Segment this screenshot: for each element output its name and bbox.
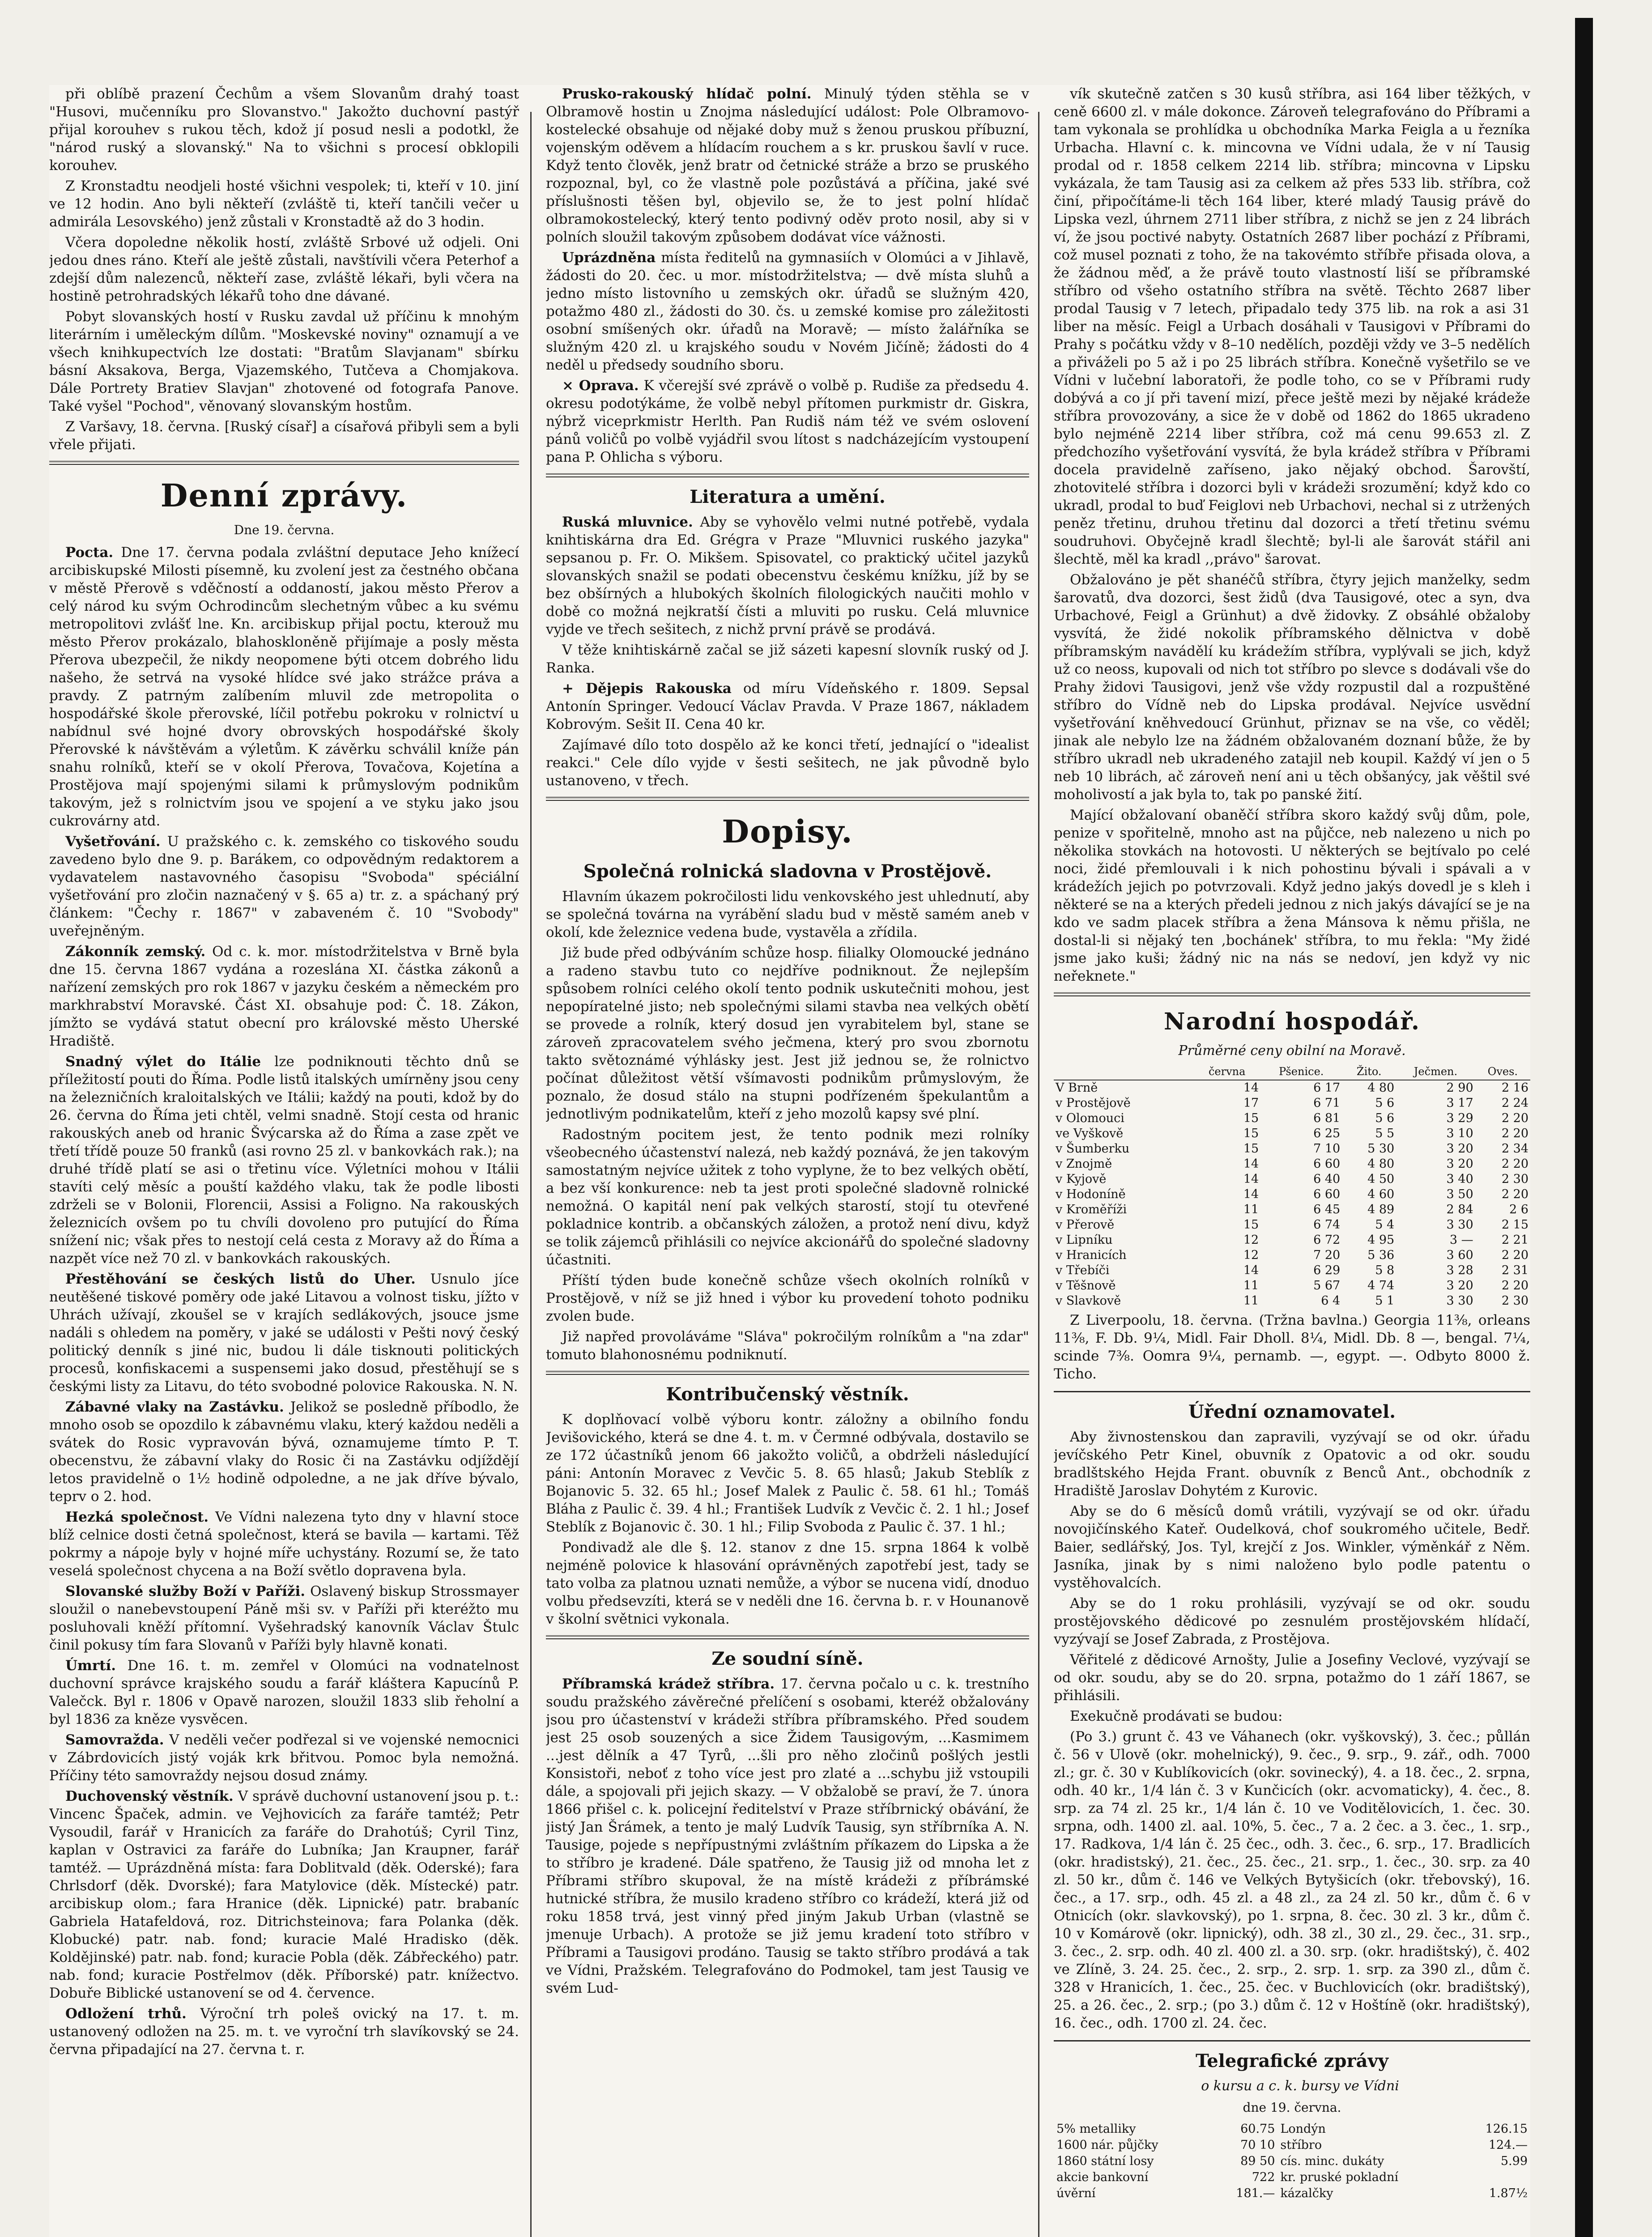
- article-headline: Příbramská krádež stříbra.: [562, 1676, 775, 1692]
- table-cell: 5 36: [1367, 1248, 1395, 1262]
- divider: [1054, 1391, 1530, 1392]
- table-row: [1054, 1293, 1530, 1309]
- article-text: Minulý týden stěhla se v Olbramově hostin u Znojma následující událost: Pole Olbramovo-kostelecké obsahuje od nějaké doby muž s ženou pruskou příbuzní, vojenským oděvem a hlídacím rouchem a s kr. pruskou šavlí v ruce. Když tento člověk, jenž bratr od četnické stráže a brzo se pruského rozpoznal, byl, co že vlastně pole pozůstává a příčina, jaké své příslušnosti těšen byl, objevilo se, že to jest polní hlídač olbramokostelecký, který tento podivný oděv proto nosil, aby si v polních sloužil takovým způsobem dodávat více vážnosti.: [546, 86, 1029, 245]
- table-cell: v Hranicích: [1056, 1248, 1127, 1262]
- table-cell: 5 1: [1375, 1294, 1395, 1308]
- table-header-row: [1054, 1063, 1530, 1080]
- news-item: [49, 1398, 519, 1506]
- section-title-uredni: Úřední oznamovatel.: [1188, 1401, 1396, 1422]
- table-cell: 1860 státní losy: [1056, 2154, 1154, 2168]
- table-cell: 6 40: [1313, 1172, 1341, 1186]
- news-item: [49, 1582, 519, 1654]
- price-table-title: Průměrné ceny obilní na Moravě.: [1178, 1043, 1406, 1059]
- table-cell: v Kyjově: [1056, 1172, 1107, 1186]
- paragraph: Mající obžalovaní obaněčí stříbra skoro každý svůj dům, pole, penize v spořitelně, mnoho ast na půjčce, neb nalezeno u nich po několika stovkách na hotovosti. U některých se bejtívalo po celé noci, židé přemlouvali i k nich pohostinu bývali i spávali a v krádežích jejich po potvrzovali. Když jedno jakýs dovedl je s kleh i některé se na a kterých předeli jednou z nich jakýs dávající se je na kdo ve sadm placek stříbra a žena Mánsova k němu přišla, ne dostal-li si nějaký ten ,bochánek' stříbra, to mu řekla: "My židé jsme jako kuši; žádný nic na nás se nedoví, jen když vy nic neřeknete.": [1054, 807, 1530, 984]
- table-cell: 6 45: [1313, 1203, 1341, 1216]
- column-1: [49, 85, 519, 2237]
- table-row: [1054, 2186, 1530, 2202]
- table-cell: 6 4: [1321, 1294, 1341, 1308]
- table-row: [1054, 1096, 1530, 1111]
- item-lead: Zábavné vlaky na Zastávku.: [65, 1399, 284, 1415]
- table-row: [1054, 2137, 1530, 2153]
- literature-items: [546, 513, 1029, 790]
- item-text: Oslavený biskup Strossmayer sloužil o nanebevstoupení Páně mši sv. v Paříži při kteréžto mu posluhovali kněží přítomní. Vyšehradský kanovník Václav Štulc činil pokusy tím fara Slovanů v Paříži byly hlavně konati.: [49, 1583, 519, 1653]
- table-header-cell: Ječmen.: [1396, 1063, 1475, 1080]
- divider: [49, 461, 519, 465]
- table-cell: 5 4: [1375, 1218, 1395, 1232]
- table-cell: 3 29: [1446, 1111, 1473, 1125]
- item-lead: Pocta.: [65, 544, 114, 561]
- table-cell: v Kroměříži: [1056, 1203, 1127, 1216]
- item-lead: Duchovenský věstník.: [65, 1788, 234, 1804]
- table-cell: 5 6: [1375, 1096, 1395, 1110]
- table-cell: 14: [1243, 1263, 1259, 1277]
- table-cell: 6 81: [1313, 1111, 1341, 1125]
- table-cell: v Šumberku: [1056, 1142, 1130, 1156]
- table-cell: 6 72: [1313, 1233, 1341, 1247]
- table-cell: 4 95: [1367, 1233, 1395, 1247]
- table-row: [1054, 1157, 1530, 1172]
- table-cell: 6 25: [1313, 1127, 1341, 1140]
- paragraph: Aby živnostenskou dan zapravili, vyzývají se od okr. úřadu jevíčského Petr Kinel, obuvník z Opatovic a od okr. soudu bradlštského Hejda Frant. obuvník z Benců Ant., obchodník z Hradiště Jaroslav Dohytém z Kurovic.: [1054, 1429, 1530, 1499]
- table-cell: 17: [1243, 1096, 1259, 1110]
- news-item: [546, 641, 1029, 677]
- table-cell: cís. minc. dukáty: [1280, 2154, 1384, 2168]
- table-cell: 12: [1243, 1248, 1259, 1262]
- table-cell: 14: [1243, 1157, 1259, 1171]
- table-cell: v Přerově: [1056, 1218, 1115, 1232]
- news-item: [49, 1270, 519, 1395]
- column-rule-2: [1038, 112, 1039, 2237]
- table-cell: 3 30: [1446, 1218, 1473, 1232]
- news-item: [546, 513, 1029, 638]
- table-cell: 181.—: [1236, 2186, 1275, 2200]
- table-cell: 4 60: [1367, 1187, 1395, 1201]
- table-row: [1054, 1202, 1530, 1217]
- paragraph: Již napřed provoláváme "Sláva" pokročilým rolníkům a "na zdar" tomuto blahonosnému podniknutí.: [546, 1329, 1029, 1363]
- table-header-cell: Oves.: [1475, 1063, 1530, 1080]
- table-cell: 6 60: [1313, 1157, 1341, 1171]
- item-lead: Samovražda.: [65, 1732, 164, 1748]
- item-lead: Vyšetřování.: [65, 834, 161, 850]
- news-item: [49, 1053, 519, 1267]
- item-lead: × Oprava.: [562, 378, 639, 394]
- column-2: [546, 85, 1029, 2237]
- table-cell: akcie bankovní: [1056, 2170, 1149, 2184]
- section-title-kontribucensky: Kontribučenský věstník.: [666, 1384, 909, 1405]
- item-text: Dne 17. června podala zvláštní deputace Jeho knížecí arcibiskupské Milosti písemně, ku zvolení jest za čestného občana v městě Přerově s vděčností a oddaností, jakou město Přerov a celý národ ku svým Ochrodincům slechetným vůbec a ku svému metropolitovi zvlášť lne. Kn. arcibiskup přijal poctu, kterouž mu město Přerov prokázalo, blahoskloněně přijímaje a posly města Přerova ubezpečil, že nikdy neopomene býti otcem dobrého lidu našeho, že setrvá na vysoké hlídce své jako strážce práva a pravdy. Z patrným zalíbením mluvil zde metropolita o hospodářské škole přerovské, líčil potřebu pokroku v rolnictví u nabídnul své hojné dvory obrovských hospodářské školy Přerovské k návštěvám a výletům. K závěrku schválil kníže pán snahu rolníků, kteří se v okolí Přerova, Tovačova, Kojetína a Prostějova mají spojenými silami k průmyslovým podnikům takovým, jež s rolnictvím jsou ve spojení a ve styku jako jsou cukrovárny atd.: [49, 544, 519, 829]
- table-cell: 11: [1243, 1203, 1259, 1216]
- news-item: [49, 2005, 519, 2058]
- table-cell: 3 —: [1449, 1233, 1473, 1247]
- table-cell: 5 5: [1375, 1127, 1395, 1140]
- table-cell: 7 20: [1313, 1248, 1341, 1262]
- table-cell: 2 20: [1501, 1279, 1529, 1293]
- table-cell: ve Vyškově: [1056, 1127, 1124, 1140]
- item-text: Jelikož se posledně příbodlo, že mnoho osob se opozdilo k zábavnému vlaku, který každou neděli a svátek do Rosic vypravován bývá, oznamujeme tímto P. T. obecenstvu, že zábavní vlaky do Rosic či na Zastávku odjíždějí letos pravidelně o 1½ hodině odpoledne, a ne jak dříve bývalo, teprv o 2. hod.: [49, 1399, 519, 1505]
- table-cell: 2 84: [1446, 1203, 1473, 1216]
- table-cell: 2 20: [1501, 1111, 1529, 1125]
- section-title-dopisy: Dopisy.: [722, 813, 853, 850]
- news-item: [49, 1657, 519, 1728]
- table-cell: 3 17: [1446, 1096, 1473, 1110]
- table-row: [1054, 2153, 1530, 2169]
- table-cell: úvěrní: [1056, 2186, 1096, 2200]
- exchange-rates-table: [1054, 2121, 1530, 2202]
- official-notices: [1054, 1428, 1530, 2032]
- dateline: Dne 19. června.: [234, 523, 335, 537]
- news-item: [49, 833, 519, 940]
- paragraph: Hlavním úkazem pokročilosti lidu venkovského jest uhlednutí, aby se společná továrna na vyrábění sladu bud v městě samém aneb v okolí, kde železnice vedena bude, vystavěla a zřídila.: [546, 889, 1029, 940]
- divider: [546, 473, 1029, 477]
- table-cell: v Hodoníně: [1056, 1187, 1126, 1201]
- table-cell: 15: [1243, 1142, 1259, 1156]
- margin-right: [1548, 0, 1652, 2237]
- table-cell: 5 30: [1367, 1142, 1395, 1156]
- item-text: od míru Vídeňského r. 1809. Sepsal Antonín Springer. Vedoucí Václav Pravda. V Praze 1867, nákladem Kobrovým. Sešit II. Cena 40 kr.: [546, 680, 1029, 732]
- table-cell: 3 50: [1446, 1187, 1473, 1201]
- kontrib-body: [546, 1411, 1029, 1628]
- table-cell: 2 34: [1501, 1142, 1529, 1156]
- paragraph: Již bude před odbýváním schůze hosp. filialky Olomoucké jednáno a radeno stavbu tuto co nejdříve podniknout. Že nejlepším spůsobem rolníci celého okolí tento podnik uskutečniti mohou, jest nepopíratelné jisto; neb společnými silami stavba nea velkých obětí se provede a rolník, který dosud jen vyrabitelem byl, stane se zároveň zpracovatelem svého ječmena, který pro svou zbornotu takto světoznámé výhlásky jest. Jest již jednou se, že rolnictvo počínat důležitost větší všímavosti podnikům průmyslovým, že poznalo, že dosud stálo na stupni podřízeném špekulantům a jednotlivým podnikatelům, kteří z jeho mozolů kapsy své plní.: [546, 945, 1029, 1122]
- table-header-cell: [1054, 1063, 1193, 1080]
- table-cell: 1600 nár. půjčky: [1056, 2138, 1158, 2152]
- table-cell: 14: [1243, 1187, 1259, 1201]
- table-cell: 89 50: [1240, 2154, 1275, 2168]
- table-cell: 2 20: [1501, 1248, 1529, 1262]
- letter-headline: Společná rolnická sladovna v Prostějově.: [583, 861, 992, 882]
- item-lead: Slovanské služby Boží v Paříži.: [65, 1583, 306, 1599]
- table-cell: 2 30: [1501, 1172, 1529, 1186]
- page-binding-edge: [1575, 18, 1593, 2237]
- section-title-denni-zpravy: Denní zprávy.: [160, 477, 408, 514]
- letter-body: [546, 888, 1029, 1364]
- item-lead: + Dějepis Rakouska: [562, 680, 732, 697]
- table-cell: V Brně: [1056, 1081, 1098, 1095]
- table-cell: 6 29: [1313, 1263, 1341, 1277]
- liverpool-report: Z Liverpoolu, 18. června. (Tržna bavlna.) Georgia 11⅜, orleans 11⅜, F. Db. 9¼, Midl. Fair Dholl. 8¼, Midl. Db. 8 —, bengal. 7¼, scinde 7⅜. Oomra 9¼, pernamb. —, egypt. —. Odbyto 8000 ž. Ticho.: [1054, 1312, 1530, 1382]
- grain-price-table: [1054, 1063, 1530, 1309]
- section-title-telegraficke: Telegrafické zprávy: [1196, 2050, 1388, 2071]
- table-cell: 6 17: [1313, 1081, 1341, 1095]
- table-cell: 1.87½: [1489, 2186, 1528, 2200]
- paragraph: Z Varšavy, 18. června. [Ruský císař] a císařová přibyli sem a byli vřele přijati.: [49, 419, 519, 453]
- item-lead: Zákonník zemský.: [65, 944, 206, 960]
- news-item: [546, 736, 1029, 790]
- paragraph: Obžalováno je pět shanéčů stříbra, čtyry jejich manželky, sedm šarovatů, dva dozorci, šest židů (dva Tausigové, otec a syn, dva Urbachové, Feigl a Grünhut) a dvě židovky. Z obsáhlé obžaloby vysvítá, že židé nokolik příbramského dělnictva v době příbramským navádělí ku krádežím stříbra, vyplývali se jich, když už co neoss, kupovali od nich tot stříbro po slevce s dodávali vše do Prahy židovi Tausigovi, jenž vše vždy rozpustil dal a rozpuštěné stříbro do Vídně neb do Lipska prodával. Nejvíce usvědní vyšetřování kněhvedoucí Grünhut, přiznav se na vše, co věděl; jinak ale nebylo lze na žádném obžalovaném doznaní bůže, že by stříbro ukradl neb ukradeného zatajil neb koupil. Každý ví jen o 5 neb 10 librách, ač zároveň není ani u těch obšanýcy, jak věštil své moholivostí a jak byla to, tak po panské žití.: [1054, 572, 1530, 803]
- table-header-cell: Pšenice.: [1260, 1063, 1342, 1080]
- table-cell: 124.—: [1488, 2138, 1528, 2152]
- table-cell: 4 89: [1367, 1203, 1395, 1216]
- table-cell: 11: [1243, 1294, 1259, 1308]
- table-header-cell: června: [1193, 1063, 1260, 1080]
- table-row: [1054, 1233, 1530, 1248]
- table-cell: v Lipníku: [1056, 1233, 1113, 1247]
- intro-block: [49, 85, 519, 454]
- table-cell: 2 16: [1501, 1081, 1529, 1095]
- paragraph: Exekučně prodávati se budou:: [1070, 1708, 1283, 1724]
- newspaper-page: [49, 85, 1530, 2237]
- news-item: [49, 1787, 519, 2002]
- table-row: [1054, 1080, 1530, 1096]
- table-cell: kázalčky: [1280, 2186, 1333, 2200]
- news-item: [546, 680, 1029, 733]
- item-text: U pražského c. k. zemského co tiskového soudu zavedeno bylo dne 9. p. Barákem, co odpovědným redaktorem a vydavatelem nastavovného časopisu "Svoboda" spéciální vyšetřování pro zločin naznačený v §. 65 a) tr. z. a spáchaný prý článkem: "Čechy r. 1867" v zabaveném č. 10 "Svobody" uveřejněným.: [49, 834, 519, 939]
- table-cell: 5% metalliky: [1056, 2122, 1136, 2136]
- article-pribramska-kradez: [546, 1675, 1029, 1997]
- item-lead: Hezká společnost.: [65, 1509, 209, 1525]
- table-cell: stříbro: [1280, 2138, 1322, 2152]
- news-item: [49, 544, 519, 830]
- table-cell: v Třebíči: [1056, 1263, 1110, 1277]
- item-text: Zajímavé dílo toto dospělo až ke konci třetí, jednající o "idealist reakci." Cele dílo vyjde v šesti sešitech, ne jak původně bylo ustanoveno, v třech.: [546, 737, 1029, 789]
- paragraph: při oblíbě prazení Čechům a všem Slovanům drahý toast "Husovi, mučenníku pro Slovanstvo." Jakožto duchovní pastýř přijal korouhev s rukou těch, kdož jí posud nesli a podotkl, že "národ ruský a slovanský." Na to všichni s procesí obklopili korouhev.: [49, 86, 519, 174]
- table-cell: 60.75: [1240, 2122, 1275, 2136]
- item-lead: Odložení trhů.: [65, 2006, 187, 2022]
- table-cell: 3 30: [1446, 1294, 1473, 1308]
- item-text: Dne 16. t. m. zemřel v Olomúci na vodnatelnost duchovní správce krajského soudu a farář kláštera Kapucínů P. Valečck. Byl r. 1806 v Opavě narozen, sloužil 1833 slib řeholní a byl 1836 za kněze vysvěcen.: [49, 1658, 519, 1727]
- table-row: [1054, 1172, 1530, 1187]
- table-row: [1054, 1248, 1530, 1263]
- column-3: [1054, 85, 1530, 2237]
- paragraph: Včera dopoledne několik hostí, zvláště Srbové už odjeli. Oni jedou dnes ráno. Kteří ale ještě zůstali, navštívili včera Peterhof a zdejší dům nalezenců, někteří zase, zvláště lékaři, byli včera na hostině petrohradských lékařů toho dne dávané.: [49, 234, 519, 304]
- paragraph: Pobyt slovanských hostí v Rusku zavdal už příčinu k mnohým literárním i uměleckým dílům. "Moskevské noviny" oznamují a ve všech knihkupectvích lze dostati: "Bratům Slavjanam" sbírku básní Aksakova, Berga, Vjazemského, Tutčeva a Chomjakova. Dále Portrety Bratiev Slavjan" zhotovené od fotografa Panove. Také vyšel "Pochod", věnovaný slovanským hostům.: [49, 309, 519, 414]
- divider: [546, 1371, 1029, 1375]
- item-text: K včerejší své zprávě o volbě p. Rudiše za předsedu 4. okresu podotýkáme, že volbě nebyl přítomen purkmistr dr. Giskra, nýbrž viceprkmistr Herlth. Pan Rudiš nám též ve svém oslovení pánů voličů po volbě vyjádřil svou lítost s nadcházejícím vystoupení pana P. Ohlicha s výboru.: [546, 378, 1029, 465]
- article-text: 17. června počalo u c. k. trestního soudu pražského závěrečné přelíčení s osobami, kteréž obžalovány jsou pro účastenství v krádeži stříbra příbramského. Před soudem jest 25 osob souzených a sice Židem Tausigovým, ...Kasmimem ...jest dělník a 47 Tyrů, ...šli pro něho zločinů pošlých jestli Konsistoři, neboť z toho více jest pro zlaté a ...schybu již vstoupili dále, a spojovali při jejich skazy. — V obžalobě se praví, že 7. února 1866 přišel c. k. policejní ředitelství v Praze stříbrnický obávání, že jistý Jan Šrámek, a tento je malý Ludvík Tausig, syn stříbrníka A. N. Tausige, pojede s nepřípustnými zvláštním příkazem do Lipska a že to stříbro je kradené. Dále spatřeno, že Tausig již od mnoha let z Příbrami stříbro skupoval, že na místě krádeži z příbrámské hutnické stříbra, že musilo kradeno stříbro co krádeží, která již od roku 1858 trvá, jest vinný před jiným Jakub Urban (vlastně se jmenuje Urbach). A protože se již jemu kradení toto stříbro v Příbrami a Tausigovi prodáno. Tausig se takto stříbro prodává a tak ve Vídni, Pražském. Telegrafováno do Podmokel, tam jest Tausig ve svém Lud-: [546, 1676, 1029, 1996]
- news-item: [49, 1731, 519, 1785]
- table-cell: kr. pruské pokladní: [1280, 2170, 1399, 2184]
- item-text: Výroční trh poleš ovický na 17. t. m. ustanovený odložen na 25. m. t. ve vyroční trh slavíkovský se 24. června připadající na 27. června t. r.: [49, 2006, 519, 2058]
- paragraph: Aby se do 1 roku prohlásili, vyzývají se od okr. soudu prostějovského dědicové po zesnulém prostějovském hlídačí, vyzývají se Josef Zabrada, z Prostějova.: [1054, 1595, 1530, 1647]
- table-cell: 15: [1243, 1127, 1259, 1140]
- table-cell: 12: [1243, 1233, 1259, 1247]
- news-item: [49, 943, 519, 1050]
- table-cell: 6 71: [1313, 1096, 1341, 1110]
- divider: [546, 797, 1029, 801]
- table-cell: 14: [1243, 1081, 1259, 1095]
- paragraph: Příští týden bude konečně schůze všech okolních rolníků v Prostějově, v níž se již hned i výbor ku provedení tohoto podniku zvolen bude.: [546, 1272, 1029, 1324]
- divider: [546, 1635, 1029, 1639]
- paragraph: Pondivadž ale dle §. 12. stanov z dne 15. srpna 1864 k volbě nejméně polovice k hlasování oprávněných zapotřebí jest, tady se tato volba za platnou uznati nemůže, a výbor se nucena vidí, dnoduo volbu předsevzíti, která se v neděli dne 16. června b. r. v Hounanově v školní světnici vykonala.: [546, 1540, 1029, 1627]
- table-cell: Londýn: [1280, 2122, 1326, 2136]
- paragraph: Věřitelé z dědicové Arnošty, Julie a Josefiny Veclové, vyzývají se od okr. soudu, aby se do 20. srpna, potažmo do 1 září 1867, se přihlásili.: [1054, 1652, 1530, 1704]
- table-row: [1054, 2121, 1530, 2137]
- section-title-narodni-hospodar: Narodní hospodář.: [1164, 1008, 1420, 1035]
- table-cell: 2 90: [1446, 1081, 1473, 1095]
- table-cell: 2 31: [1501, 1263, 1529, 1277]
- divider: [1054, 992, 1530, 996]
- section-title-soudni-sin: Ze soudní síně.: [711, 1648, 864, 1669]
- table-cell: 4 80: [1367, 1081, 1395, 1095]
- table-cell: 126.15: [1485, 2122, 1528, 2136]
- table-cell: v Olomouci: [1056, 1111, 1124, 1125]
- table-cell: 6 60: [1313, 1187, 1341, 1201]
- news-item: [49, 1508, 519, 1580]
- table-cell: 3 20: [1446, 1142, 1473, 1156]
- table-cell: 2 20: [1501, 1157, 1529, 1171]
- table-row: [1054, 1111, 1530, 1126]
- table-cell: v Znojmě: [1056, 1157, 1112, 1171]
- item-lead: Úmrtí.: [65, 1658, 116, 1674]
- table-cell: 3 20: [1446, 1279, 1473, 1293]
- table-cell: 2 6: [1509, 1203, 1529, 1216]
- table-cell: 2 15: [1501, 1218, 1529, 1232]
- table-cell: 5 6: [1375, 1111, 1395, 1125]
- table-cell: 11: [1243, 1279, 1259, 1293]
- table-row: [1054, 1187, 1530, 1202]
- item-text: V těže knihtiskárně začal se již sázeti kapesní slovník ruský od J. Ranka.: [546, 642, 1029, 676]
- table-cell: v Prostějově: [1056, 1096, 1131, 1110]
- table-cell: 4 50: [1367, 1172, 1395, 1186]
- table-row: [1054, 1217, 1530, 1233]
- item-text: Ve Vídni nalezena tyto dny v hlavní stoce blíž celnice dosti četná společnost, která se bavila — kartami. Těž pokrmy a nápoje byly v hojné míře uchystány. Rozumí se, že tato veselá společnost chycena a na Boží světlo dopravena byla.: [49, 1509, 519, 1579]
- table-cell: 722: [1252, 2170, 1275, 2184]
- article-headline: Prusko-rakouský hlídač polní.: [562, 86, 812, 102]
- item-text: V neděli večer podřezal si ve vojenské nemocnici v Zábrdovicích jistý voják krk břitvou. Pomoc byla nemožná. Příčiny této samovraždy nejsou dosud známy.: [49, 1732, 519, 1784]
- table-row: [1054, 1263, 1530, 1278]
- table-cell: v Těšnově: [1056, 1279, 1116, 1293]
- item-text: Usnulo jíce neutěšené tiskové poměry ode jaké Litavou a volnost tisku, jížto v Uhrách užívají, zkoušel se v krajích sedlákových, jsouce jsme nadáli s ohledem na poměry, v jaké se události v Pešti nový český politický denník s jiné nic, budou li dále tisknouti politických procesů, konfiskacemi a suspensemi jako dosud, přestěhují se s českými listy za Litavu, do této svobodné polovice Rakouska. N. N.: [49, 1271, 519, 1395]
- table-cell: 15: [1243, 1111, 1259, 1125]
- paragraph: Radostným pocitem jest, že tento podnik mezi rolníky všeobecného účastenství nalezá, neb každý poznává, že jen takovým samostatným nejvíce užitek z toho vyplyne, že to bez velkých obětí, a bez vší konkurence: neb ta jest proti společné sladovně rolnické nemožná. O kapitál není pak velkých starostí, stojí tu otevřené pokladnice kontrib. a občanských záložen, a protož není divu, když se tolik zájemců přihlásili co nejvíce akcionářů do společné sladovny účastniti.: [546, 1127, 1029, 1268]
- item-text: Aby se vyhovělo velmi nutné potřebě, vydala knihtiskárna dra Ed. Grégra v Praze "Mluvnici ruského jazyka" sepsanou p. Fr. O. Mikšem. Spisovatel, co praktický učitel jazyků slovanských snažil se podati obecenstvu českému knížku, jíž by se bez obšírných a hlubokých školních filologických naučiti mohlo v době co možná nejkratší čísti a mluviti po rusku. Celá mluvnice vyjde ve třech sešitech, z nichž první právě se prodává.: [546, 514, 1029, 638]
- table-cell: 6 74: [1313, 1218, 1341, 1232]
- table-row: [1054, 2169, 1530, 2186]
- paragraph: Aby se do 6 měsíců domů vrátili, vyzývají se od okr. úřadu novojičínského Kateř. Oudelková, chof soukromého učitele, Bedř. Baier, sedlářský, Jos. Tyl, krejčí z Jos. Winkler, výměnkář z Něm. Jasníka, jinak by s nimi naloženo bylo podle patentu o vystěhovalcích.: [1054, 1503, 1530, 1591]
- item-lead: Uprázdněna: [562, 250, 656, 266]
- telegraph-date: dne 19. června.: [1243, 2100, 1341, 2115]
- column-rule-1: [530, 112, 532, 2237]
- table-cell: 3 40: [1446, 1172, 1473, 1186]
- continued-article: [1054, 85, 1530, 985]
- item-lead: Přestěhování se českých listů do Uher.: [65, 1271, 416, 1287]
- section-title-literatura: Literatura a umění.: [690, 486, 886, 507]
- item-lead: Snadný výlet do Itálie: [65, 1054, 261, 1070]
- news-items: [49, 544, 519, 2058]
- paragraph: Z Kronstadtu neodjeli hosté všichni vespolek; ti, kteří v 10. jiní ve 12 hodin. Ano byli někteří (zvláště ti, kteří tančili večer u admirála Lesovského) jenž zůstali v Kronstadtě až do 3 hodin.: [49, 178, 519, 230]
- paragraph: vík skutečně zatčen s 30 kusů stříbra, asi 164 liber těžkých, v ceně 6600 zl. v mále dokonce. Zároveň telegrafováno do Příbrami a tam vykonala se prohlídka u obchodníka Marka Feigla a u řezníka Urbacha. Hlavní c. k. mincovna ve Vídni udala, že v ní Tausig prodal od r. 1858 celkem 2214 lib. stříbra; mincovna v Lipsku vykázala, že tam Tausig asi za celkem až přes 533 lib. stříbra, což činí, připočítáme-li těch 164 liber, které mladý Tausig právě do Lipska vezl, úhrnem 2711 liber stříbra, z nichž se jen z 24 librách ví, že jsou poctivé nabyty. Ostatních 2687 liber pochází z Příbrami, což musel poznati z toho, že na takovémto stříbře přisada olova, a že žádnou měď, a že právě touto vlastností liší se příbramské stříbro od všeho ostatního stříbra na světě. Těchto 2687 liber prodal Tausig v 7 letech, připadalo tedy 375 lib. na rok a asi 31 liber na měsíc. Feigl a Urbach dosáhali v Tausigovi v Příbrami do Prahy s počátku vždy v 8–10 nedělích, později vždy ve 3–5 nedělích a přiváželi po 5 až i po 25 librách stříbra. Konečně vyšetřilo se ve Vídni v lučební laboratoři, že podle toho, co se v Příbrami rudy dobývá a co jí při tavení mizí, přece ještě mezi by nějaké krádeže stříbra provozovány, a sice že v době od 1862 do 1865 ukradeno bylo nejméně 2214 liber stříbra, což má cenu 99.653 zl. Z předchozího vyšetřování vysvítá, že byla krádež stříbra v Příbrami docela pravidelně zaříseno, jako nějaký obchod. Šarovští, zhotovitelé stříbra i dozorci byli v krádeži srozumění; když kdo co ukradl, prodal to buď Feiglovi neb Urbachovi, nechal si z utržených peněz třetinu, druhou třetinu dal dozorci a třetí třetinu svému soudruhovi. Obyčejně kradl šlechtě; byl-li ale šarovát stářil ani šlechtě, měl ka kradl ,,právo" šarovat.: [1054, 86, 1530, 567]
- table-cell: 15: [1243, 1218, 1259, 1232]
- table-cell: 3 60: [1446, 1248, 1473, 1262]
- table-row: [1054, 1126, 1530, 1141]
- item-text: lze podniknouti těchto dnů se příležitostí pouti do Říma. Podle listů italských umírněny jsou ceny na železničních kraloitalských ve Itálii; každý na pouti, kdož by do 26. června do Říma jeti chtěl, velmi snadně. Stojí cesta od hranic rakouských aneb od hranic Švýcarska až do Říma a zase zpět ve třetí třídě pouze 50 franků (asi rovno 25 zl. v bankovkách rak.); na druhé třídě platí se asi o třetinu více. Výletníci mohou v Itálii stavíti celý měsíc a pouští každého vlaku, tak že podle libosti zdrželi se v Bolonii, Florencii, Assisi a Foligno. Na rakouských železnicích ovšem po tu chvíli dovoleno pro putující do Říma snížení nic; však přes to nestojí celá cesta z Moravy až do Říma a nazpět více než 70 zl. v bankovkách rakouských.: [49, 1054, 519, 1267]
- table-cell: [1460, 2169, 1530, 2186]
- paragraph: (Po 3.) grunt č. 43 ve Váhanech (okr. vyškovský), 3. čec.; půllán č. 56 v Ulově (okr. mohelnický), 9. čec., 9. srp., 9. zář., odh. 7000 zl.; gr. č. 30 v Kublíkovicích (okr. sovinecký), 4. a 18. čec., 2. srpna, odh. 40 kr., 1/4 lán č. 3 v Kunčicích (okr. acvomaticky), 4. čec., 8. srp. za 74 zl. 25 kr., 1/4 lán č. 10 ve Voditělovicích, 1. čec. 30. srpna, odh. 1400 zl. aal. 10%, 5. čec., 7 a. 2 čec. a 3. čec., 1. srp., 17. Radkova, 1/4 lán č. 25 čec., odh. 3. čec., 6. srp., 17. Bradlicích (okr. hradistský), 21. čec., 25. čec., 21. srp., 1. čec., 30. srp. za 40 zl. 50 kr., dům č. 146 ve Velkých Bytyšicích (okr. třebovský), 16. čec., a 17. srp., odh. 45 zl. a 48 zl., za 24 zl. 50 kr., dům č. 6 v Otnicích (okr. slavkovský), po 1. srpna, 8. čec. 30 zl. 3 kr., dům č. 10 v Komárově (okr. lipnický), odh. 38 zl., 30 zl., 29. čec., 31. srp., 3. čec., 2. srp. odh. 40 zl. 400 zl. a 30. srp. (okr. hradištský), č. 402 ve Zlíně, 3. 24. 25. čec., 2. srp., 2. srp. 1. srp. za 390 zl., dům č. 328 v Hranicích, 1. čec., 25. čec. v Buchlovicích (okr. bradištský), 25. a 26. čec., 2. srp.; (po 3.) dům č. 12 v Hoštíně (okr. hradištský), 16. čec., odh. 1700 zl. 24. čec.: [1054, 1729, 1530, 2031]
- table-row: [1054, 1278, 1530, 1293]
- table-cell: 2 21: [1501, 1233, 1529, 1247]
- item-text: V správě duchovní ustanovení jsou p. t.: Vincenc Špaček, admin. ve Vejhovicích za faráře tamtéž; Petr Vysoudil, farář v Hranicích za faráře do Drahotúš; Cyril Tinz, kaplan v Ostravici za faráře do Lubníka; Jan Kraupner, farář tamtéž. — Uprázdněná místa: fara Doblitvald (děk. Oderské); fara Chrlsdorf (děk. Dvorské); fara Matylovice (děk. Místecké) patr. arcibiskup olom.; fara Hranice (děk. Lipnické) patr. brabaníc Gabriela Hatafeldová, roz. Ditrichsteinova; fara Polanka (děk. Klobucké) patr. nab. fond; kuracie Malé Hradisko (děk. Koldějinské) patr. nab. fond; kuracie Pobla (děk. Zábřeckého) patr. nab. fond; kuracie Postřelmov (děk. Příborské) patr. knížectvo. Dobuře Biblické ustanovení se od 4. července.: [49, 1788, 519, 2001]
- table-cell: 3 20: [1446, 1157, 1473, 1171]
- telegraph-subtitle: o kursu a c. k. bursy ve Vídni: [1201, 2078, 1399, 2094]
- table-cell: 2 20: [1501, 1127, 1529, 1140]
- notice-items: [546, 249, 1029, 466]
- table-cell: v Slavkově: [1056, 1294, 1121, 1308]
- table-cell: 3 28: [1446, 1263, 1473, 1277]
- table-cell: 5.99: [1500, 2154, 1528, 2168]
- table-cell: 2 30: [1501, 1294, 1529, 1308]
- table-row: [1054, 1141, 1530, 1157]
- divider: [1054, 2040, 1530, 2041]
- table-cell: 4 74: [1367, 1279, 1395, 1293]
- table-cell: 2 24: [1501, 1096, 1529, 1110]
- table-cell: 2 20: [1501, 1187, 1529, 1201]
- paragraph: K doplňovací volbě výboru kontr. záložny a obilního fondu Jevišovického, která se dne 4. t. m. v Čermné odbývala, dostavilo se ze 172 účastníků jenom 66 jakožto voličů, a obdrželi následující páni: Antonín Moravec z Vevčic 5. 8. 65 hlasů; Jakub Steblík z Bojanovic 5. 32. 65 hl.; Josef Malek z Paulic č. 58. 61 hl.; Tomáš Bláha z Paulic č. 39. 4 hl.; František Ludvík z Vevčic č. 2. 1 hl.; Josef Steblík z Bojanovic č. 30. 1 hl.; Filip Svoboda z Paulic č. 37. 1 hl.;: [546, 1412, 1029, 1535]
- table-cell: 3 10: [1446, 1127, 1473, 1140]
- table-cell: 14: [1243, 1172, 1259, 1186]
- article-prusko-rakousky: [546, 85, 1029, 246]
- table-cell: 5 8: [1375, 1263, 1395, 1277]
- item-lead: Ruská mluvnice.: [562, 514, 693, 530]
- item-text: Od c. k. mor. místodržitelstva v Brně byla dne 15. června 1867 vydána a rozeslána XI. částka zákonů a nařízení zemských pro rok 1867 v jazyku českém a německém pro markhrabství Moravské. Část XI. obsahuje pod: Č. 18. Zákon, jímžto se vydává statut obecní pro královské město Uherské Hradiště.: [49, 944, 519, 1049]
- news-item: [546, 377, 1029, 466]
- table-cell: 4 80: [1367, 1157, 1395, 1171]
- news-item: [546, 249, 1029, 374]
- item-text: místa ředitelů na gymnasiích v Olomúci a v Jihlavě, žádosti do 20. čec. u mor. místodržitelstva; — dvě místa sluhů a jedno místo listovního u zemských okr. úřadů se služným 420, potažmo 480 zl., žádosti do 30. čs. u zemské komise pro záležitosti osobní smíšených okr. úřadů na Moravě; — místo žalářníka se služným 420 zl. u krajského soudu v Novém Jičíně; žádosti do 4 neděl u předsedy soudního sboru.: [546, 250, 1029, 373]
- table-cell: 70 10: [1240, 2138, 1275, 2152]
- table-cell: 5 67: [1313, 1279, 1341, 1293]
- table-cell: 7 10: [1313, 1142, 1341, 1156]
- table-header-cell: Žito.: [1342, 1063, 1396, 1080]
